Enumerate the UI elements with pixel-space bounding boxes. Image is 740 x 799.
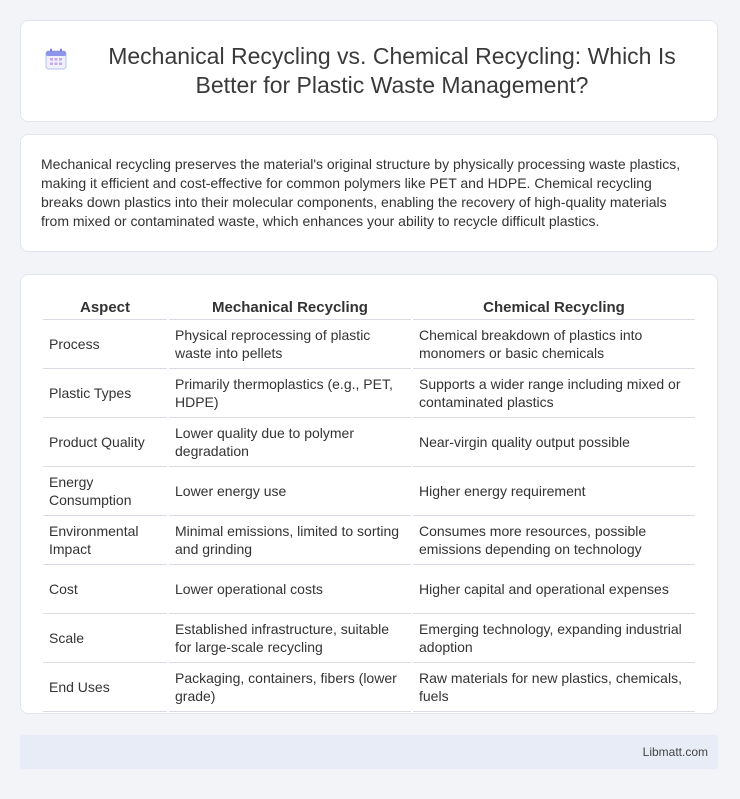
aspect-cell: Process xyxy=(43,320,167,369)
table-row xyxy=(43,369,695,418)
aspect-cell: Energy Consumption xyxy=(43,467,167,516)
calendar-icon xyxy=(45,48,67,70)
comparison-table xyxy=(41,295,697,712)
aspect-cell: Scale xyxy=(43,614,167,663)
mechanical-cell: Established infrastructure, suitable for large-scale recycling xyxy=(169,614,411,663)
comparison-card xyxy=(20,274,718,714)
aspect-cell: Environmental Impact xyxy=(43,516,167,565)
mechanical-cell: Physical reprocessing of plastic waste into pellets xyxy=(169,320,411,369)
aspect-cell: Plastic Types xyxy=(43,369,167,418)
table-row xyxy=(43,663,695,712)
intro-paragraph: Mechanical recycling preserves the material's original structure by physically processing waste plastics, making it efficient and cost-effective for common polymers like PET and HDPE. Chemical recycling breaks down plastics into their molecular components, enabling the recovery of high-quality materials from mixed or contaminated waste, which enhances your ability to recycle difficult plastics. xyxy=(41,156,681,229)
mechanical-cell: Minimal emissions, limited to sorting and grinding xyxy=(169,516,411,565)
chemical-cell: Consumes more resources, possible emissions depending on technology xyxy=(413,516,695,565)
mechanical-cell: Lower quality due to polymer degradation xyxy=(169,418,411,467)
page-title: Mechanical Recycling vs. Chemical Recycling: Which Is Better for Plastic Waste Management? xyxy=(108,43,676,98)
header-chemical: Chemical Recycling xyxy=(413,295,695,320)
aspect-cell: Cost xyxy=(43,565,167,614)
mechanical-cell: Lower operational costs xyxy=(169,565,411,614)
chemical-cell: Raw materials for new plastics, chemicals, fuels xyxy=(413,663,695,712)
table-row xyxy=(43,418,695,467)
table-row xyxy=(43,565,695,614)
chemical-cell: Chemical breakdown of plastics into monomers or basic chemicals xyxy=(413,320,695,369)
table-row xyxy=(43,467,695,516)
aspect-cell: End Uses xyxy=(43,663,167,712)
chemical-cell: Higher energy requirement xyxy=(413,467,695,516)
intro-card xyxy=(20,134,718,252)
title-card xyxy=(20,20,718,122)
chemical-cell: Near-virgin quality output possible xyxy=(413,418,695,467)
table-header-row xyxy=(43,295,695,320)
chemical-cell: Emerging technology, expanding industrial adoption xyxy=(413,614,695,663)
table-row xyxy=(43,614,695,663)
mechanical-cell: Primarily thermoplastics (e.g., PET, HDPE) xyxy=(169,369,411,418)
table-row xyxy=(43,516,695,565)
chemical-cell: Supports a wider range including mixed or contaminated plastics xyxy=(413,369,695,418)
header-mechanical: Mechanical Recycling xyxy=(169,295,411,320)
table-row xyxy=(43,320,695,369)
aspect-cell: Product Quality xyxy=(43,418,167,467)
mechanical-cell: Lower energy use xyxy=(169,467,411,516)
footer-bar xyxy=(20,735,718,769)
title-wrap xyxy=(21,42,717,100)
footer-brand[interactable]: Libmatt.com xyxy=(642,745,708,759)
chemical-cell: Higher capital and operational expenses xyxy=(413,565,695,614)
mechanical-cell: Packaging, containers, fibers (lower grade) xyxy=(169,663,411,712)
header-aspect: Aspect xyxy=(43,295,167,320)
